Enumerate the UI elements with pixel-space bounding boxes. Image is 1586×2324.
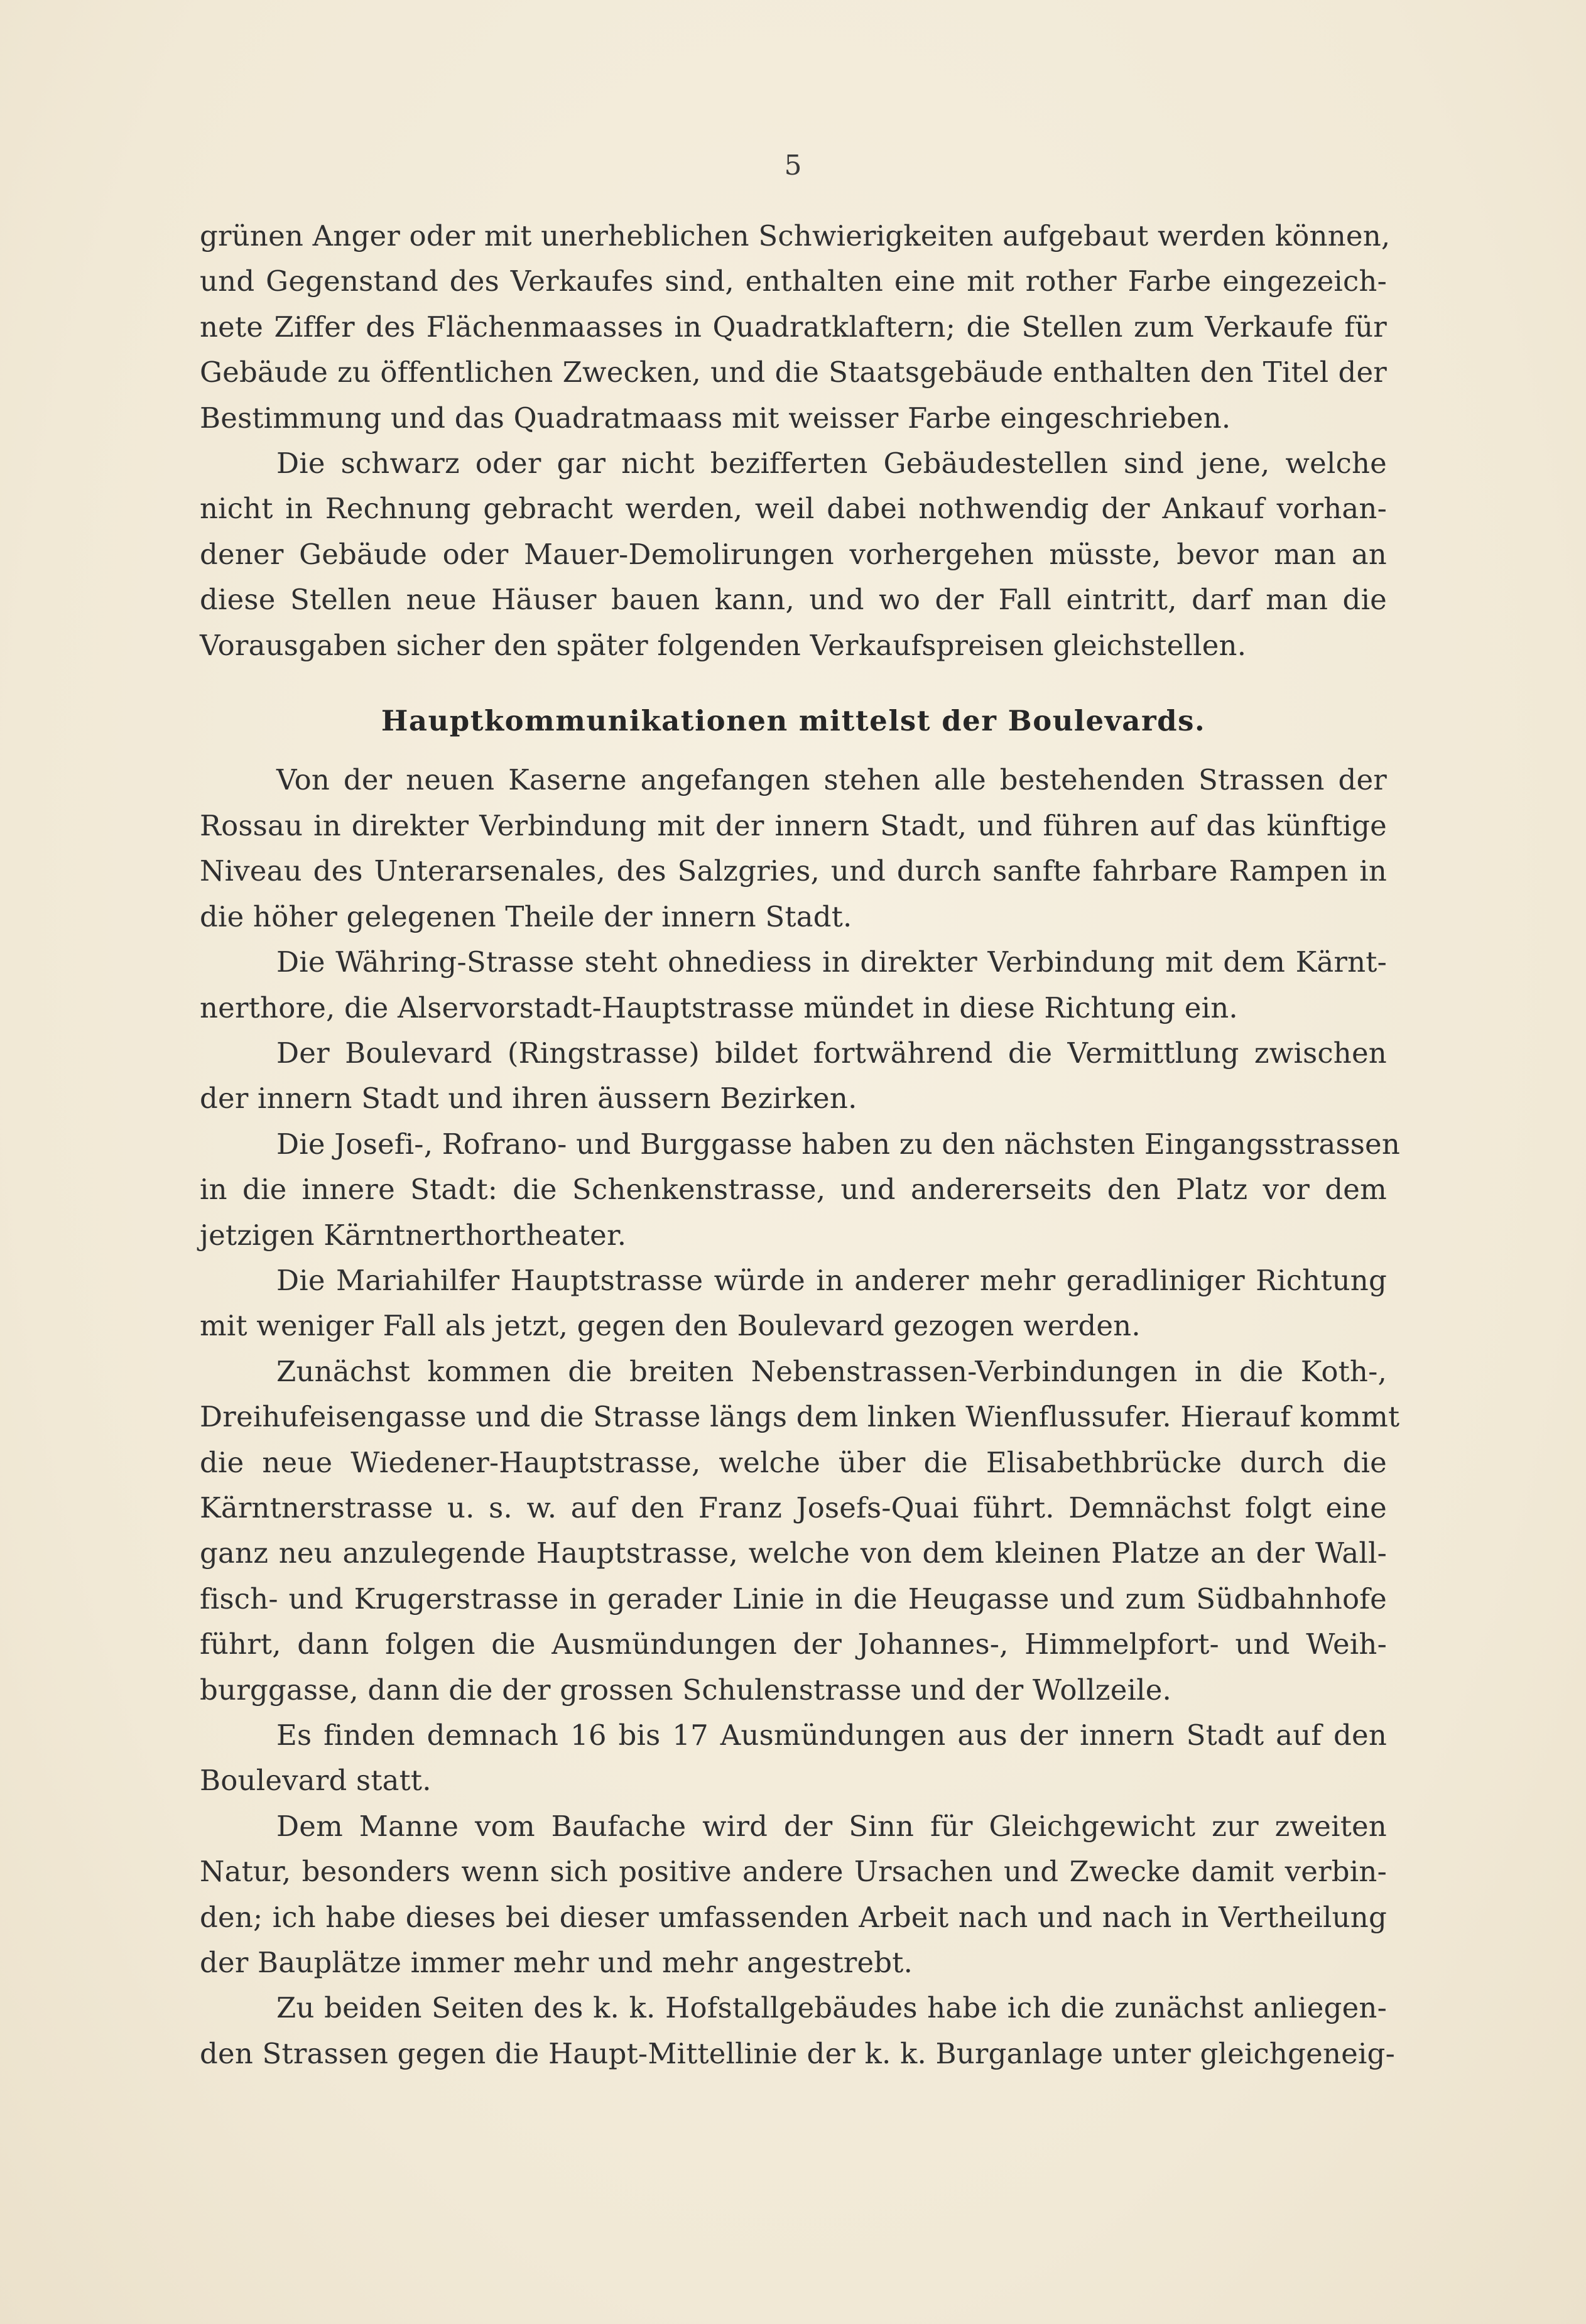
text-line: Von der neuen Kaserne angefangen stehen alle bestehenden Strassen der — [276, 763, 1387, 797]
text-line: ganz neu anzulegende Hauptstrasse, welche von dem kleinen Platze an der Wall- — [200, 1536, 1387, 1570]
text-line: Dreihufeisengasse und die Strasse längs dem linken Wienflussufer. Hierauf kommt — [200, 1400, 1400, 1434]
text-line: diese Stellen neue Häuser bauen kann, und wo der Fall eintritt, darf man die — [200, 583, 1387, 617]
text-line: nete Ziffer des Flächenmaasses in Quadratklaftern; die Stellen zum Verkaufe für — [200, 310, 1387, 344]
paragraph — [200, 441, 1387, 668]
text-line: der Bauplätze immer mehr und mehr angestrebt. — [200, 1946, 913, 1980]
text-line: in die innere Stadt: die Schenkenstrasse, und andererseits den Platz vor dem — [200, 1173, 1387, 1207]
paragraph — [200, 214, 1391, 441]
paragraph — [200, 1713, 1387, 1804]
text-line: Die schwarz oder gar nicht bezifferten Gebäudestellen sind jene, welche — [276, 447, 1387, 481]
text-line: nerthore, die Alservorstadt-Hauptstrasse mündet in diese Richtung ein. — [200, 991, 1238, 1024]
paragraph — [200, 1349, 1400, 1713]
text-line: Es finden demnach 16 bis 17 Ausmündungen aus der innern Stadt auf den — [276, 1719, 1387, 1752]
text-line: grünen Anger oder mit unerheblichen Schwierigkeiten aufgebaut werden können, — [200, 219, 1391, 252]
text-line: jetzigen Kärntnerthortheater. — [200, 1218, 627, 1252]
text-line: den Strassen gegen die Haupt-Mittellinie der k. k. Burganlage unter gleichgeneig- — [200, 2036, 1395, 2070]
text-line: dener Gebäude oder Mauer-Demolirungen vorhergehen müsste, bevor man an — [200, 537, 1387, 571]
text-line: Zunächst kommen die breiten Nebenstrassen-Verbindungen in die Koth-, — [276, 1354, 1387, 1388]
text-line: Rossau in direkter Verbindung mit der innern Stadt, und führen auf das künftige — [200, 808, 1387, 842]
paragraph — [200, 757, 1387, 940]
paragraph — [200, 1258, 1387, 1349]
section-heading: Hauptkommunikationen mittelst der Boulevards. — [381, 704, 1206, 738]
body-text — [200, 214, 1401, 2077]
text-line: die neue Wiedener-Hauptstrasse, welche über die Elisabethbrücke durch die — [200, 1445, 1387, 1479]
text-line: Bestimmung und das Quadratmaass mit weisser Farbe eingeschrieben. — [200, 401, 1231, 435]
text-line: Natur, besonders wenn sich positive andere Ursachen und Zwecke damit verbin- — [200, 1855, 1387, 1889]
text-line: Die Josefi-, Rofrano- und Burggasse haben zu den nächsten Eingangsstrassen — [276, 1127, 1401, 1161]
text-line: und Gegenstand des Verkaufes sind, enthalten eine mit rother Farbe eingezeich- — [200, 264, 1387, 298]
text-line: Gebäude zu öffentlichen Zwecken, und die Staatsgebäude enthalten den Titel der — [200, 356, 1387, 389]
text-line: Der Boulevard (Ringstrasse) bildet fortwährend die Vermittlung zwischen — [276, 1036, 1387, 1070]
text-line: Boulevard statt. — [200, 1764, 432, 1798]
paragraph — [200, 940, 1387, 1031]
paragraph — [200, 1122, 1401, 1258]
text-line: nicht in Rechnung gebracht werden, weil dabei nothwendig der Ankauf vorhan- — [200, 492, 1387, 526]
text-line: führt, dann folgen die Ausmündungen der Johannes-, Himmelpfort- und Weih- — [200, 1627, 1387, 1661]
text-line: der innern Stadt und ihren äussern Bezirken. — [200, 1082, 857, 1116]
page-number: 5 — [784, 149, 802, 182]
text-line: Die Mariahilfer Hauptstrasse würde in anderer mehr geradliniger Richtung — [276, 1263, 1387, 1297]
paragraph — [200, 1031, 1387, 1122]
text-line: die höher gelegenen Theile der innern Stadt. — [200, 899, 852, 933]
text-line: fisch- und Krugerstrasse in gerader Linie in die Heugasse und zum Südbahnhofe — [200, 1582, 1387, 1615]
text-line: Vorausgaben sicher den später folgenden Verkaufspreisen gleichstellen. — [200, 628, 1247, 662]
text-line: mit weniger Fall als jetzt, gegen den Boulevard gezogen werden. — [200, 1309, 1141, 1343]
paragraph — [200, 1804, 1387, 1986]
text-line: Dem Manne vom Baufache wird der Sinn für Gleichgewicht zur zweiten — [276, 1809, 1387, 1843]
text-line: Kärntnerstrasse u. s. w. auf den Franz Josefs-Quai führt. Demnächst folgt eine — [200, 1491, 1387, 1524]
text-line: Die Währing-Strasse steht ohnediess in direkter Verbindung mit dem Kärnt- — [276, 945, 1387, 979]
paragraph — [200, 1985, 1395, 2077]
text-line: burggasse, dann die der grossen Schulenstrasse und der Wollzeile. — [200, 1673, 1172, 1707]
text-line: Niveau des Unterarsenales, des Salzgries, und durch sanfte fahrbare Rampen in — [200, 854, 1387, 888]
text-line: Zu beiden Seiten des k. k. Hofstallgebäudes habe ich die zunächst anliegen- — [276, 1991, 1387, 2025]
text-line: den; ich habe dieses bei dieser umfassenden Arbeit nach und nach in Vertheilung — [200, 1900, 1387, 1934]
